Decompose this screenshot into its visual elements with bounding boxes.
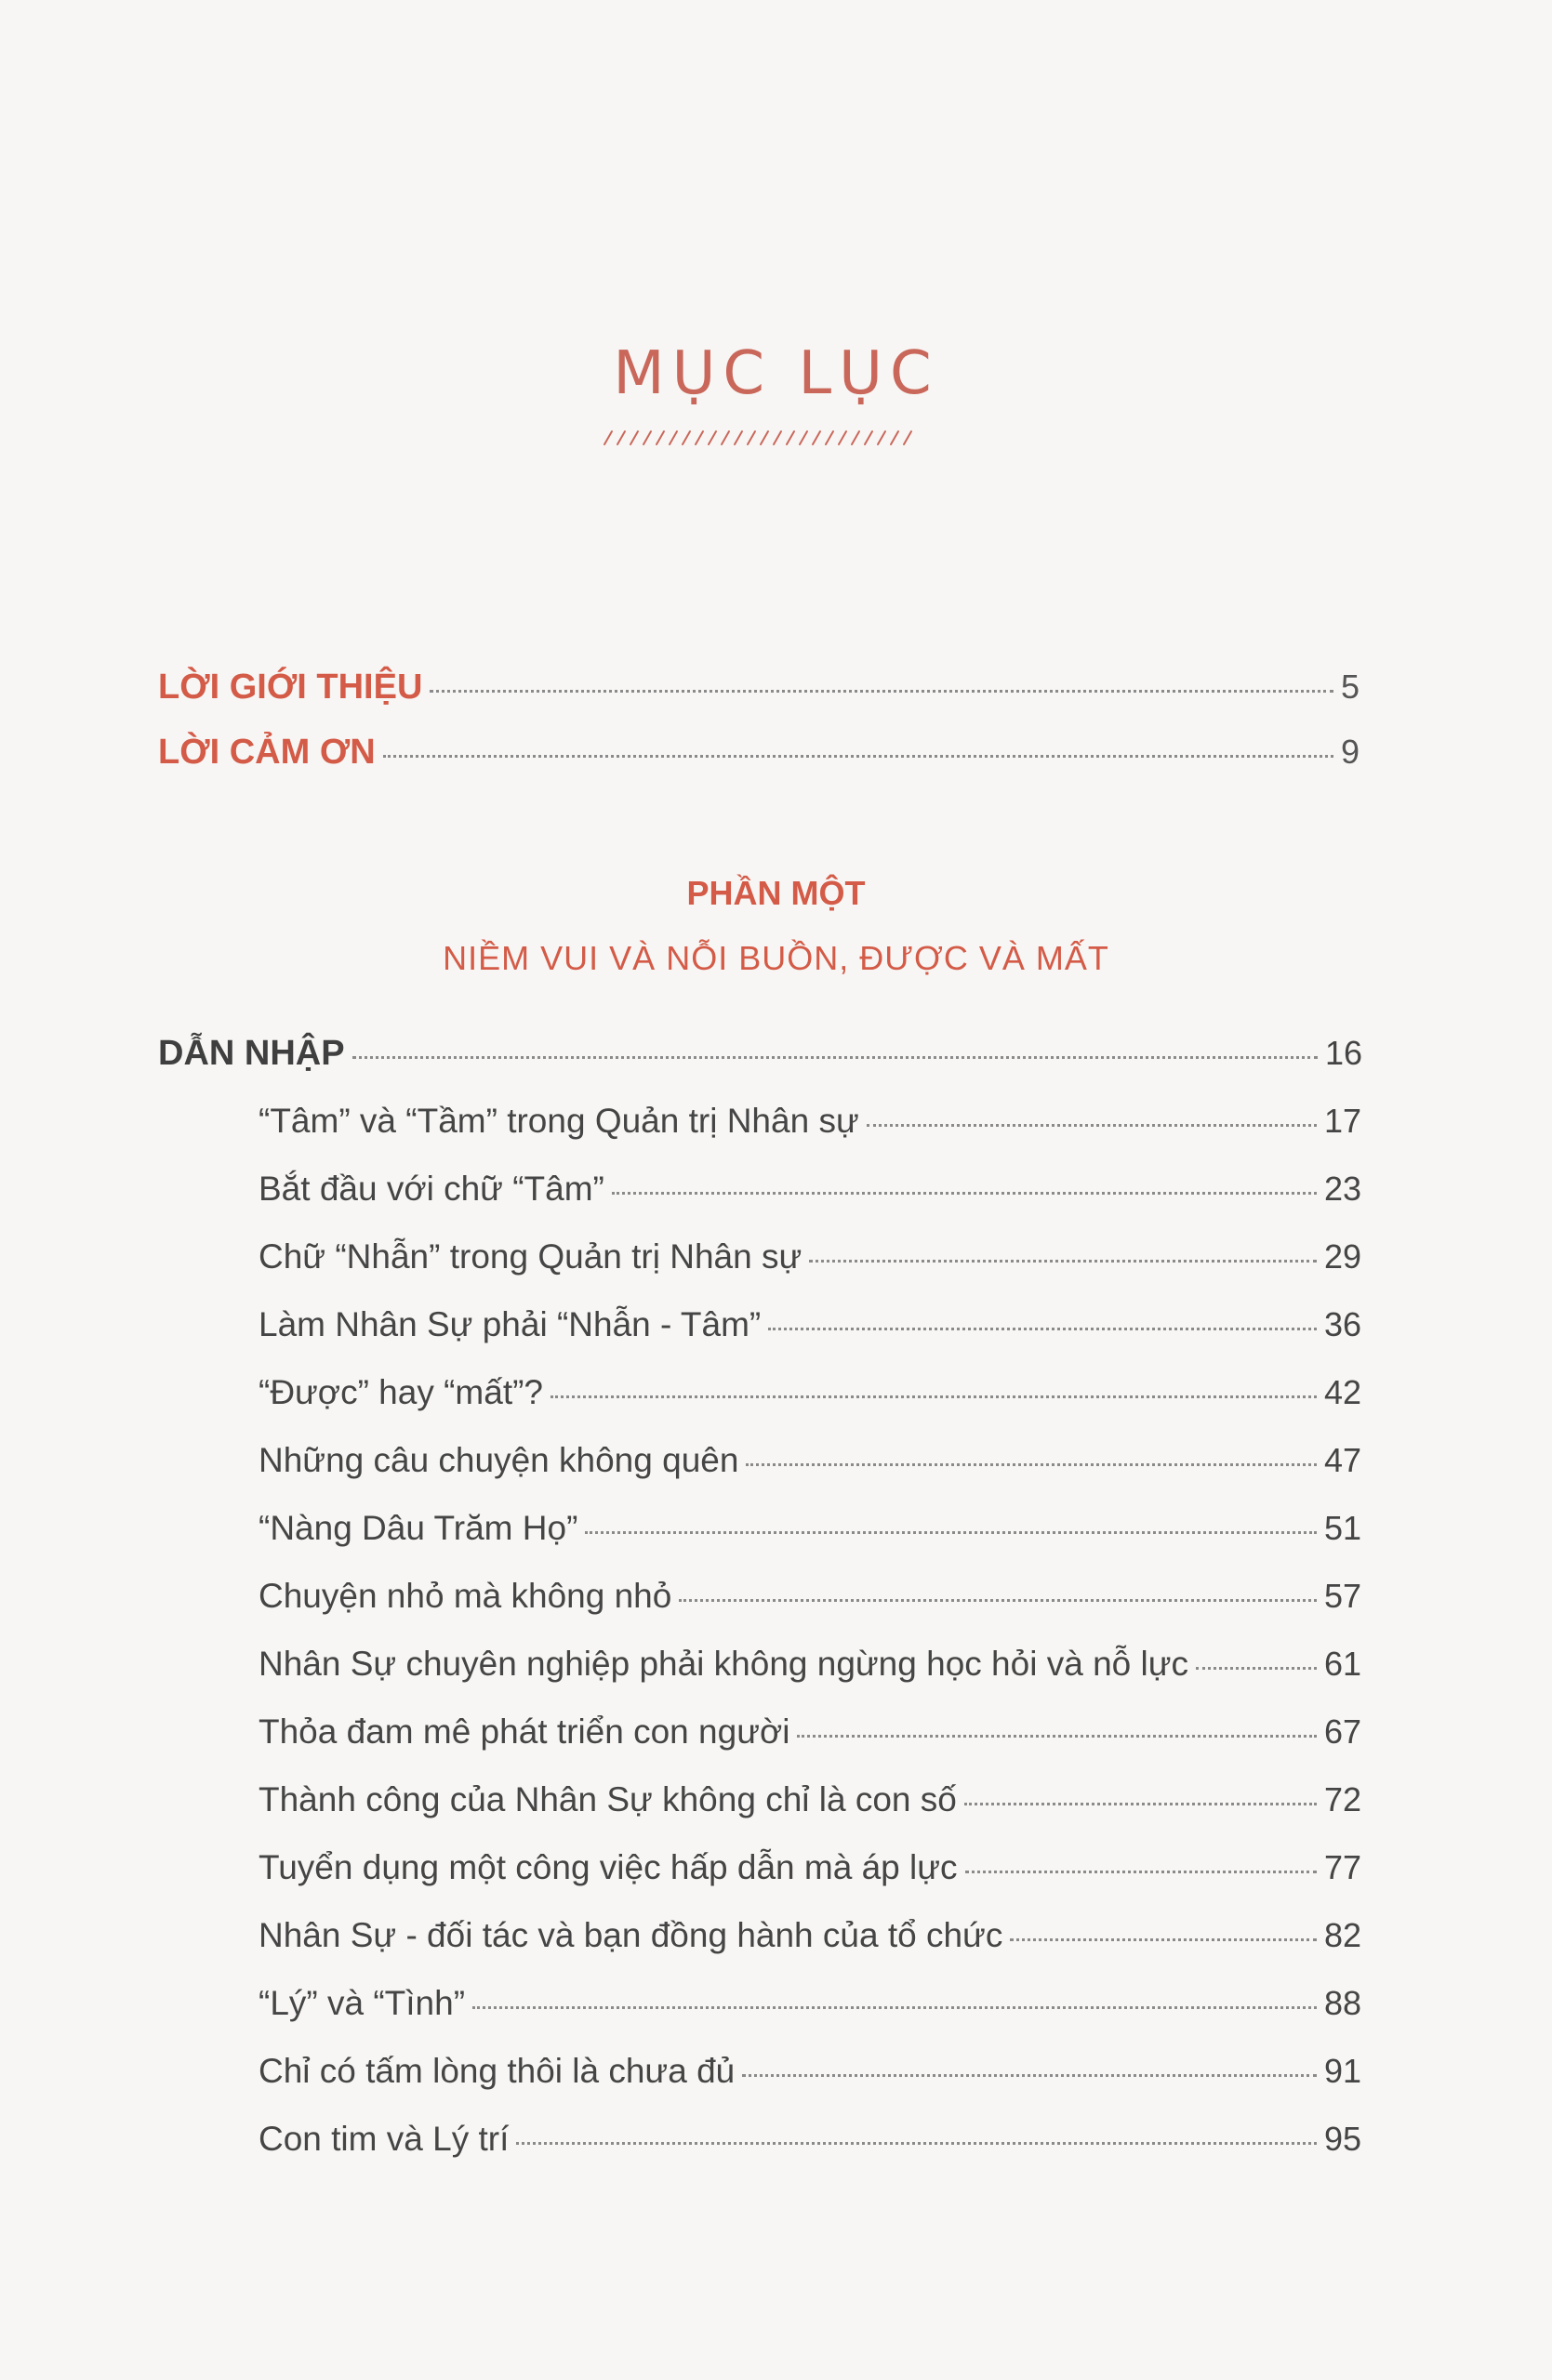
toc-page-number: 36 bbox=[1323, 1305, 1361, 1343]
toc-page-number: 47 bbox=[1323, 1441, 1361, 1479]
dot-leader bbox=[867, 1124, 1317, 1127]
page-title: MỤC LỤC bbox=[613, 339, 939, 408]
title-hatch-ornament bbox=[603, 428, 919, 448]
toc-label: Thỏa đam mê phát triển con người bbox=[259, 1712, 790, 1751]
toc-page-number: 17 bbox=[1323, 1102, 1361, 1140]
toc-page-number: 16 bbox=[1324, 1034, 1362, 1072]
toc-entry[interactable] bbox=[259, 2052, 1361, 2091]
toc-page-number: 57 bbox=[1323, 1577, 1361, 1615]
toc-entry[interactable] bbox=[259, 1373, 1361, 1412]
dot-leader bbox=[964, 1803, 1317, 1805]
toc-label: Tuyển dụng một công việc hấp dẫn mà áp lực bbox=[259, 1848, 958, 1886]
toc-entry[interactable] bbox=[259, 1848, 1361, 1887]
toc-page-number: 29 bbox=[1323, 1237, 1361, 1276]
toc-label: Những câu chuyện không quên bbox=[259, 1441, 739, 1479]
toc-entry[interactable] bbox=[259, 1102, 1361, 1141]
toc-label: “Nàng Dâu Trăm Họ” bbox=[259, 1509, 578, 1547]
toc-label: Con tim và Lý trí bbox=[259, 2120, 510, 2158]
toc-entry[interactable] bbox=[259, 1577, 1361, 1616]
toc-label: Nhân Sự chuyên nghiệp phải không ngừng học hỏi và nỗ lực bbox=[259, 1645, 1188, 1683]
toc-page-number: 9 bbox=[1340, 733, 1360, 771]
toc-entry[interactable] bbox=[259, 1916, 1361, 1955]
dot-leader bbox=[965, 1871, 1317, 1873]
toc-label: Thành công của Nhân Sự không chỉ là con số bbox=[259, 1780, 957, 1818]
toc-intro-item[interactable] bbox=[158, 1034, 1362, 1074]
toc-label: LỜI CẢM ƠN bbox=[158, 733, 376, 772]
toc-front-item[interactable] bbox=[158, 733, 1360, 773]
toc-entry[interactable] bbox=[259, 1305, 1361, 1344]
dot-leader bbox=[1010, 1938, 1317, 1941]
dot-leader bbox=[1196, 1667, 1317, 1670]
toc-entry[interactable] bbox=[259, 1237, 1361, 1276]
toc-entry[interactable] bbox=[259, 1509, 1361, 1548]
toc-page-number: 67 bbox=[1323, 1712, 1361, 1751]
dot-leader bbox=[612, 1192, 1317, 1195]
toc-label: Chữ “Nhẫn” trong Quản trị Nhân sự bbox=[259, 1237, 803, 1276]
dot-leader bbox=[352, 1056, 1318, 1059]
toc-front-item[interactable] bbox=[158, 668, 1360, 707]
part-heading: PHẦN MỘT bbox=[686, 874, 866, 912]
toc-label: Làm Nhân Sự phải “Nhẫn - Tâm” bbox=[259, 1305, 762, 1343]
toc-label: Chuyện nhỏ mà không nhỏ bbox=[259, 1577, 672, 1615]
toc-label: LỜI GIỚI THIỆU bbox=[158, 668, 423, 707]
toc-label: “Được” hay “mất”? bbox=[259, 1373, 544, 1411]
dot-leader bbox=[809, 1260, 1317, 1263]
part-subtitle: NIỀM VUI VÀ NỖI BUỒN, ĐƯỢC VÀ MẤT bbox=[443, 939, 1109, 977]
toc-label: Bắt đầu với chữ “Tâm” bbox=[259, 1170, 604, 1208]
toc-page-number: 95 bbox=[1323, 2120, 1361, 2158]
toc-page-number: 42 bbox=[1323, 1373, 1361, 1411]
dot-leader bbox=[797, 1735, 1317, 1738]
dot-leader bbox=[768, 1328, 1317, 1330]
dot-leader bbox=[585, 1531, 1317, 1534]
toc-page-number: 61 bbox=[1323, 1645, 1361, 1683]
dot-leader bbox=[550, 1395, 1317, 1398]
toc-page-number: 51 bbox=[1323, 1509, 1361, 1547]
toc-entry[interactable] bbox=[259, 1984, 1361, 2023]
toc-label: “Lý” và “Tình” bbox=[259, 1984, 466, 2022]
toc-entry[interactable] bbox=[259, 1780, 1361, 1819]
dot-leader bbox=[516, 2142, 1317, 2145]
toc-label: “Tâm” và “Tầm” trong Quản trị Nhân sự bbox=[259, 1102, 859, 1140]
toc-entry[interactable] bbox=[259, 2120, 1361, 2159]
toc-entry[interactable] bbox=[259, 1441, 1361, 1480]
dot-leader bbox=[746, 1463, 1317, 1466]
toc-page-number: 77 bbox=[1323, 1848, 1361, 1886]
dot-leader bbox=[383, 755, 1333, 758]
toc-page-number: 91 bbox=[1323, 2052, 1361, 2090]
dot-leader bbox=[742, 2074, 1317, 2077]
toc-label: DẪN NHẬP bbox=[158, 1034, 345, 1073]
toc-label: Chỉ có tấm lòng thôi là chưa đủ bbox=[259, 2052, 736, 2090]
toc-label: Nhân Sự - đối tác và bạn đồng hành của tổ chức bbox=[259, 1916, 1003, 1954]
dot-leader bbox=[679, 1599, 1317, 1602]
toc-page-number: 23 bbox=[1323, 1170, 1361, 1208]
toc-page-number: 82 bbox=[1323, 1916, 1361, 1954]
toc-page-number: 88 bbox=[1323, 1984, 1361, 2022]
toc-entry[interactable] bbox=[259, 1712, 1361, 1752]
toc-entry[interactable] bbox=[259, 1170, 1361, 1209]
toc-page-number: 72 bbox=[1323, 1780, 1361, 1818]
toc-page-number: 5 bbox=[1340, 668, 1360, 706]
toc-entry[interactable] bbox=[259, 1645, 1361, 1684]
dot-leader bbox=[430, 690, 1333, 693]
dot-leader bbox=[472, 2006, 1317, 2009]
